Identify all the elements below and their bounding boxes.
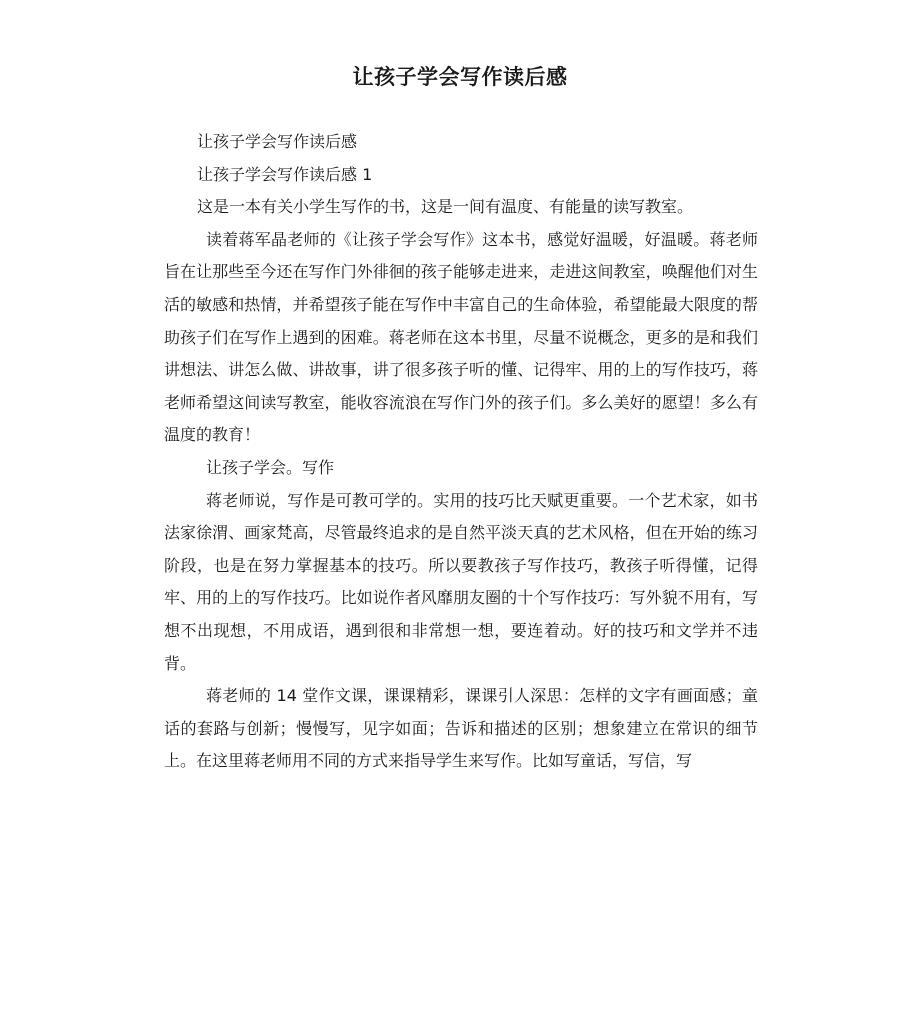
paragraph-body: 读着蒋军晶老师的《让孩子学会写作》这本书，感觉好温暖，好温暖。蒋老师旨在让那些至今还在写作门外徘徊的孩子能够走进来，走进这间教室，唤醒他们对生活的敏感和热情，并希望孩子能在写作中丰富自己的生命体验，希望能最大限度的帮助孩子们在写作上遇到的困难。蒋老师在这本书里，尽量不说概念，更多的是和我们讲想法、讲怎么做、讲故事，讲了很多孩子听的懂、记得牢、用的上的写作技巧，蒋老师希望这间读写教室，能收容流浪在写作门外的孩子们。多么美好的愿望！多么有温度的教育！ [164,229,758,445]
paragraph-subheading: 让孩子学会。写作 [206,457,335,477]
paragraph-body: 蒋老师说，写作是可教可学的。实用的技巧比天赋更重要。一个艺术家，如书法家徐渭、画家梵高，尽管最终追求的是自然平淡天真的艺术风格，但在开始的练习阶段，也是在努力掌握基本的技巧。所以要教孩子写作技巧，教孩子听得懂，记得牢、用的上的写作技巧。比如说作者风靡朋友圈的十个写作技巧：写外貌不用有，写想不出现想，不用成语，遇到很和非常想一想，要连着动。好的技巧和文学并不违背。 [164,490,758,673]
paragraph-subtitle: 让孩子学会写作读后感 [197,132,358,151]
document-title: 让孩子学会写作读后感 [352,65,568,89]
paragraph-section-heading: 让孩子学会写作读后感 1 [197,164,373,184]
paragraph-intro: 这是一本有关小学生写作的书，这是一间有温度、有能量的读写教室。 [197,197,694,217]
paragraph-body: 蒋老师的 14 堂作文课，课课精彩，课课引人深思：怎样的文字有画面感；童话的套路与创新；慢慢写，见字如面；告诉和描述的区别；想象建立在常识的细节上。在这里蒋老师用不同的方式来指导学生来写作。比如写童话，写信，写 [164,686,758,771]
document-body [164,126,758,778]
